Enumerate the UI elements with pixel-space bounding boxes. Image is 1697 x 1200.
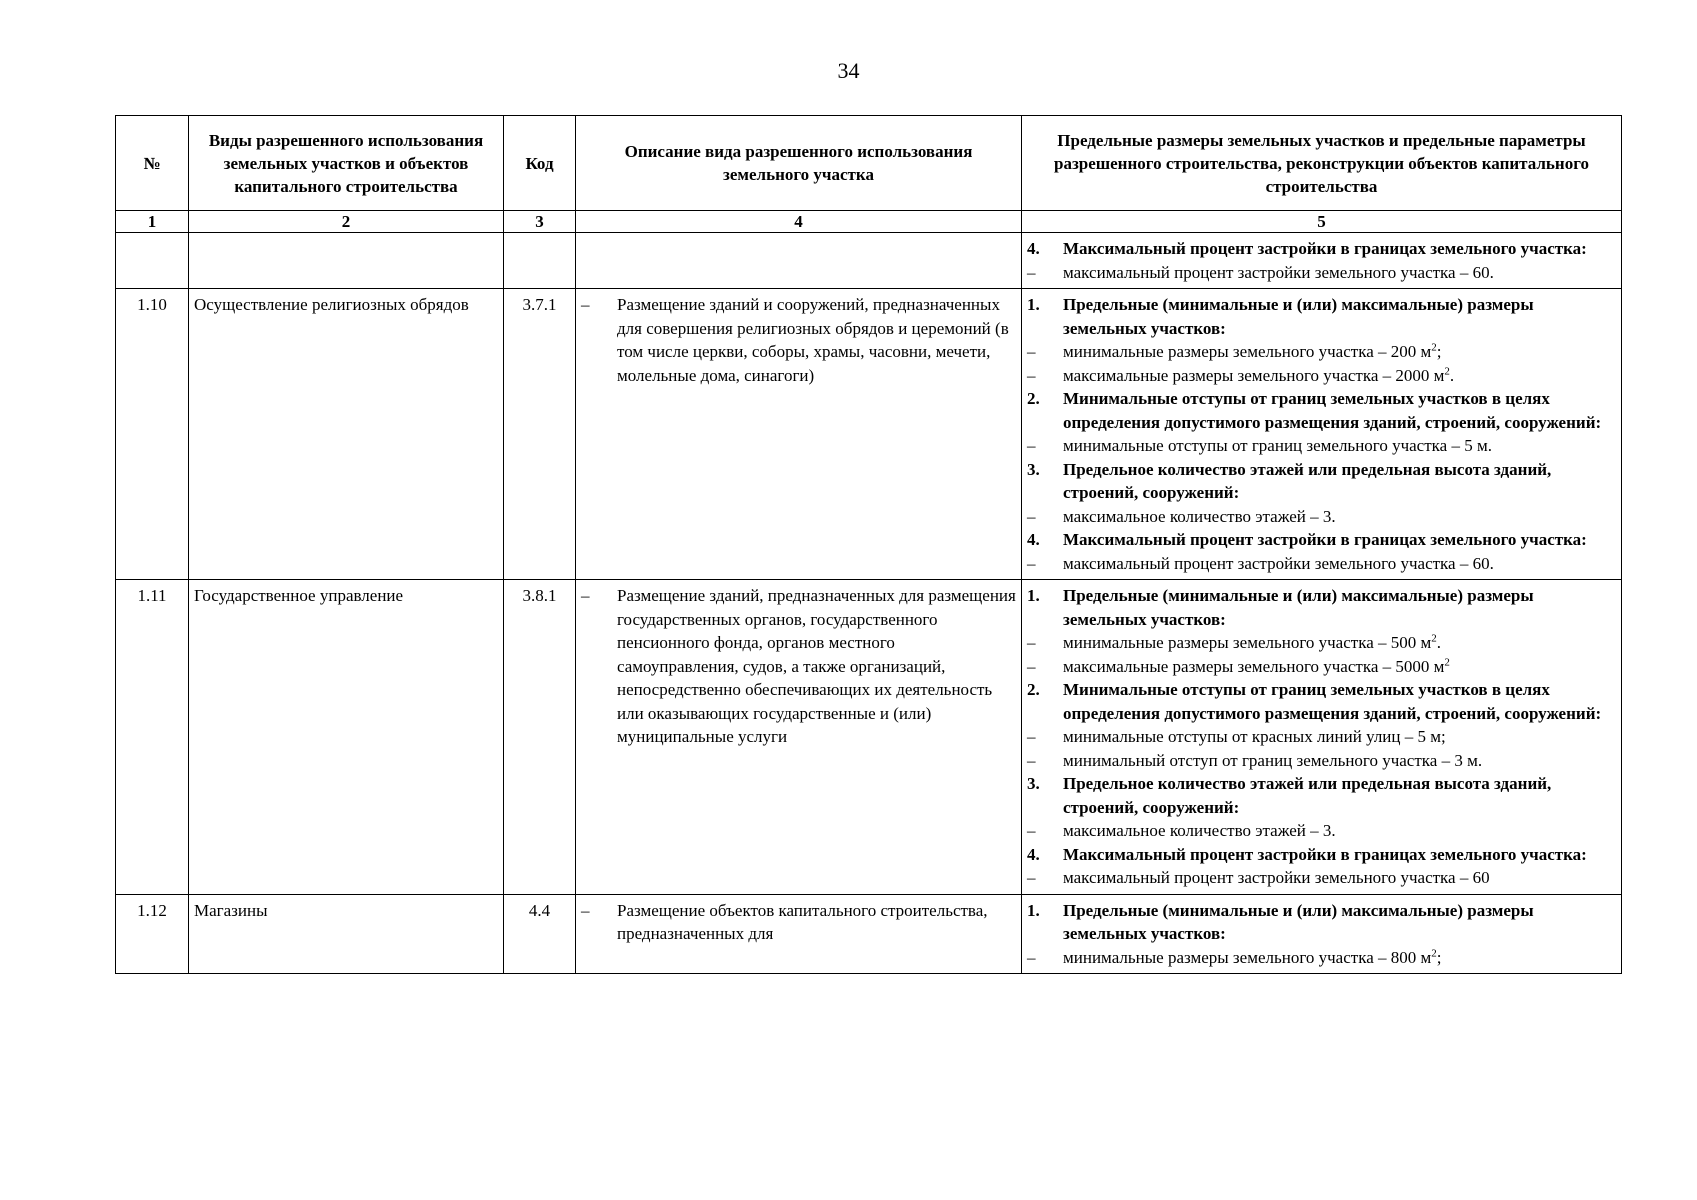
parameter-value xyxy=(1027,749,1616,773)
parameter-text: Минимальные отступы от границ земельных участков в целях определения допустимого размещения зданий, строений, сооружений: xyxy=(1063,389,1602,432)
parameters-cell xyxy=(1022,894,1622,974)
parameter-text: минимальные размеры земельного участка – 200 м xyxy=(1063,342,1432,361)
header-row xyxy=(116,116,1622,211)
parameter-text: минимальные отступы от красных линий улиц – 5 м; xyxy=(1063,727,1446,746)
parameter-heading xyxy=(1027,899,1616,946)
parameter-marker: 4. xyxy=(1027,239,1040,258)
description-text: Размещение зданий и сооружений, предназначенных для совершения религиозных обрядов и церемоний (в том числе церкви, соборы, храмы, часовни, мечети, молельные дома, синагоги) xyxy=(617,295,1009,385)
parameter-text: максимальный процент застройки земельного участка – 60. xyxy=(1063,262,1494,282)
use-code: 3.7.1 xyxy=(504,289,576,580)
parameter-marker: 4. xyxy=(1027,530,1040,549)
parameter-text: Предельное количество этажей или предельная высота зданий, строений, сооружений: xyxy=(1063,459,1552,502)
description-text: Размещение объектов капитального строительства, предназначенных для xyxy=(617,900,988,943)
parameter-marker: 2. xyxy=(1027,680,1040,699)
column-number: 1 xyxy=(116,211,189,233)
parameter-text: Максимальный процент застройки в границах земельного участка: xyxy=(1063,239,1587,258)
parameter-text: Предельные (минимальные и (или) максимальные) размеры земельных участков: xyxy=(1063,900,1534,943)
land-use-table xyxy=(115,115,1622,974)
parameter-marker: – xyxy=(1027,365,1036,385)
parameter-marker: – xyxy=(1027,633,1036,652)
use-code: 4.4 xyxy=(504,894,576,974)
column-number-row xyxy=(116,211,1622,233)
parameters-cell xyxy=(1022,580,1622,895)
parameter-value xyxy=(1027,655,1616,679)
superscript: 2 xyxy=(1431,341,1437,354)
description-item xyxy=(581,584,1016,749)
superscript: 2 xyxy=(1444,655,1450,668)
parameter-marker: 3. xyxy=(1027,459,1040,479)
parameter-suffix: . xyxy=(1436,633,1442,652)
use-description-cell xyxy=(576,289,1022,580)
parameter-marker: 2. xyxy=(1027,389,1040,408)
table-row xyxy=(116,580,1622,895)
parameter-text: минимальные отступы от границ земельного участка – 5 м. xyxy=(1063,436,1492,455)
parameter-marker: – xyxy=(1027,868,1036,887)
description-text: Размещение зданий, предназначенных для размещения государственных органов, государственного пенсионного фонда, органов местного самоуправления, судов, а также организаций, непосредственно обеспечивающих их деятельность или оказывающих государственные и (или) муниципальные услуги xyxy=(617,586,1016,746)
parameter-heading xyxy=(1027,584,1616,631)
use-description-cell xyxy=(576,233,1022,289)
superscript: 2 xyxy=(1431,946,1437,959)
column-number: 3 xyxy=(504,211,576,233)
header-code: Код xyxy=(504,116,576,211)
parameter-text: Минимальные отступы от границ земельных участков в целях определения допустимого размещения зданий, строений, сооружений: xyxy=(1063,680,1602,723)
parameter-marker: – xyxy=(1027,656,1036,676)
header-description: Описание вида разрешенного использования земельного участка xyxy=(576,116,1022,211)
use-code: 3.8.1 xyxy=(504,580,576,895)
use-kind: Осуществление религиозных обрядов xyxy=(189,289,504,580)
parameter-text: максимальное количество этажей – 3. xyxy=(1063,506,1336,526)
parameter-text: Предельные (минимальные и (или) максимальные) размеры земельных участков: xyxy=(1063,295,1534,338)
parameter-marker: – xyxy=(1027,262,1036,282)
use-description-cell xyxy=(576,894,1022,974)
parameter-heading xyxy=(1027,293,1616,340)
parameter-heading xyxy=(1027,237,1616,261)
parameter-marker: 1. xyxy=(1027,586,1040,605)
header-kind: Виды разрешенного использования земельных участков и объектов капитального строительства xyxy=(189,116,504,211)
parameter-marker: – xyxy=(1027,947,1036,967)
header-limits: Предельные размеры земельных участков и предельные параметры разрешенного строительства, реконструкции объектов капитального строительства xyxy=(1022,116,1622,211)
parameter-marker: – xyxy=(1027,553,1036,573)
parameter-value xyxy=(1027,631,1616,655)
page-number: 34 xyxy=(837,58,860,83)
table-body xyxy=(116,233,1622,974)
column-number: 2 xyxy=(189,211,504,233)
parameter-text: Максимальный процент застройки в границах земельного участка: xyxy=(1063,530,1587,549)
parameter-text: Предельные (минимальные и (или) максимальные) размеры земельных участков: xyxy=(1063,586,1534,629)
table-row xyxy=(116,289,1622,580)
parameter-marker: – xyxy=(1027,821,1036,840)
parameter-marker: 4. xyxy=(1027,844,1040,864)
parameter-text: максимальный процент застройки земельного участка – 60 xyxy=(1063,868,1490,887)
parameter-value xyxy=(1027,866,1616,890)
parameter-value xyxy=(1027,434,1616,458)
parameter-marker: 1. xyxy=(1027,295,1040,314)
parameter-value xyxy=(1027,364,1616,388)
dash-marker: – xyxy=(581,900,590,920)
superscript: 2 xyxy=(1444,364,1450,377)
parameter-text: Максимальный процент застройки в границах земельного участка: xyxy=(1063,844,1587,864)
superscript: 2 xyxy=(1431,632,1437,645)
parameter-value xyxy=(1027,552,1616,576)
row-number: 1.11 xyxy=(116,580,189,895)
parameter-value xyxy=(1027,261,1616,285)
header-no: № xyxy=(116,116,189,211)
row-number: 1.12 xyxy=(116,894,189,974)
parameter-marker: – xyxy=(1027,342,1036,361)
parameter-marker: – xyxy=(1027,750,1036,770)
parameter-value xyxy=(1027,505,1616,529)
parameters-cell xyxy=(1022,233,1622,289)
parameter-text: максимальное количество этажей – 3. xyxy=(1063,821,1336,840)
parameter-value xyxy=(1027,340,1616,364)
description-item xyxy=(581,899,1016,946)
parameter-heading xyxy=(1027,387,1616,434)
parameter-suffix: ; xyxy=(1436,342,1442,361)
parameter-text: Предельное количество этажей или предельная высота зданий, строений, сооружений: xyxy=(1063,774,1552,817)
parameter-text: максимальные размеры земельного участка – 5000 м xyxy=(1063,656,1445,676)
parameter-heading xyxy=(1027,843,1616,867)
parameter-suffix: . xyxy=(1449,365,1455,385)
column-number: 4 xyxy=(576,211,1022,233)
parameter-value xyxy=(1027,946,1616,970)
use-description-cell xyxy=(576,580,1022,895)
parameter-marker: – xyxy=(1027,727,1036,746)
use-kind xyxy=(189,233,504,289)
use-kind: Государственное управление xyxy=(189,580,504,895)
parameter-value xyxy=(1027,819,1616,843)
parameter-heading xyxy=(1027,458,1616,505)
use-code xyxy=(504,233,576,289)
row-number xyxy=(116,233,189,289)
parameter-text: минимальный отступ от границ земельного участка – 3 м. xyxy=(1063,750,1483,770)
row-number: 1.10 xyxy=(116,289,189,580)
dash-marker: – xyxy=(581,295,590,314)
description-item xyxy=(581,293,1016,387)
parameter-text: минимальные размеры земельного участка – 800 м xyxy=(1063,947,1432,967)
parameter-text: максимальные размеры земельного участка – 2000 м xyxy=(1063,365,1445,385)
column-number: 5 xyxy=(1022,211,1622,233)
table-row xyxy=(116,894,1622,974)
parameter-marker: 3. xyxy=(1027,774,1040,793)
parameter-text: максимальный процент застройки земельного участка – 60. xyxy=(1063,553,1494,573)
parameter-marker: 1. xyxy=(1027,900,1040,920)
parameter-heading xyxy=(1027,772,1616,819)
use-kind: Магазины xyxy=(189,894,504,974)
table-row xyxy=(116,233,1622,289)
dash-marker: – xyxy=(581,586,590,605)
parameter-heading xyxy=(1027,678,1616,725)
parameter-heading xyxy=(1027,528,1616,552)
parameter-suffix: ; xyxy=(1436,947,1442,967)
parameter-text: минимальные размеры земельного участка – 500 м xyxy=(1063,633,1432,652)
parameter-value xyxy=(1027,725,1616,749)
parameter-marker: – xyxy=(1027,436,1036,455)
parameter-marker: – xyxy=(1027,506,1036,526)
parameters-cell xyxy=(1022,289,1622,580)
